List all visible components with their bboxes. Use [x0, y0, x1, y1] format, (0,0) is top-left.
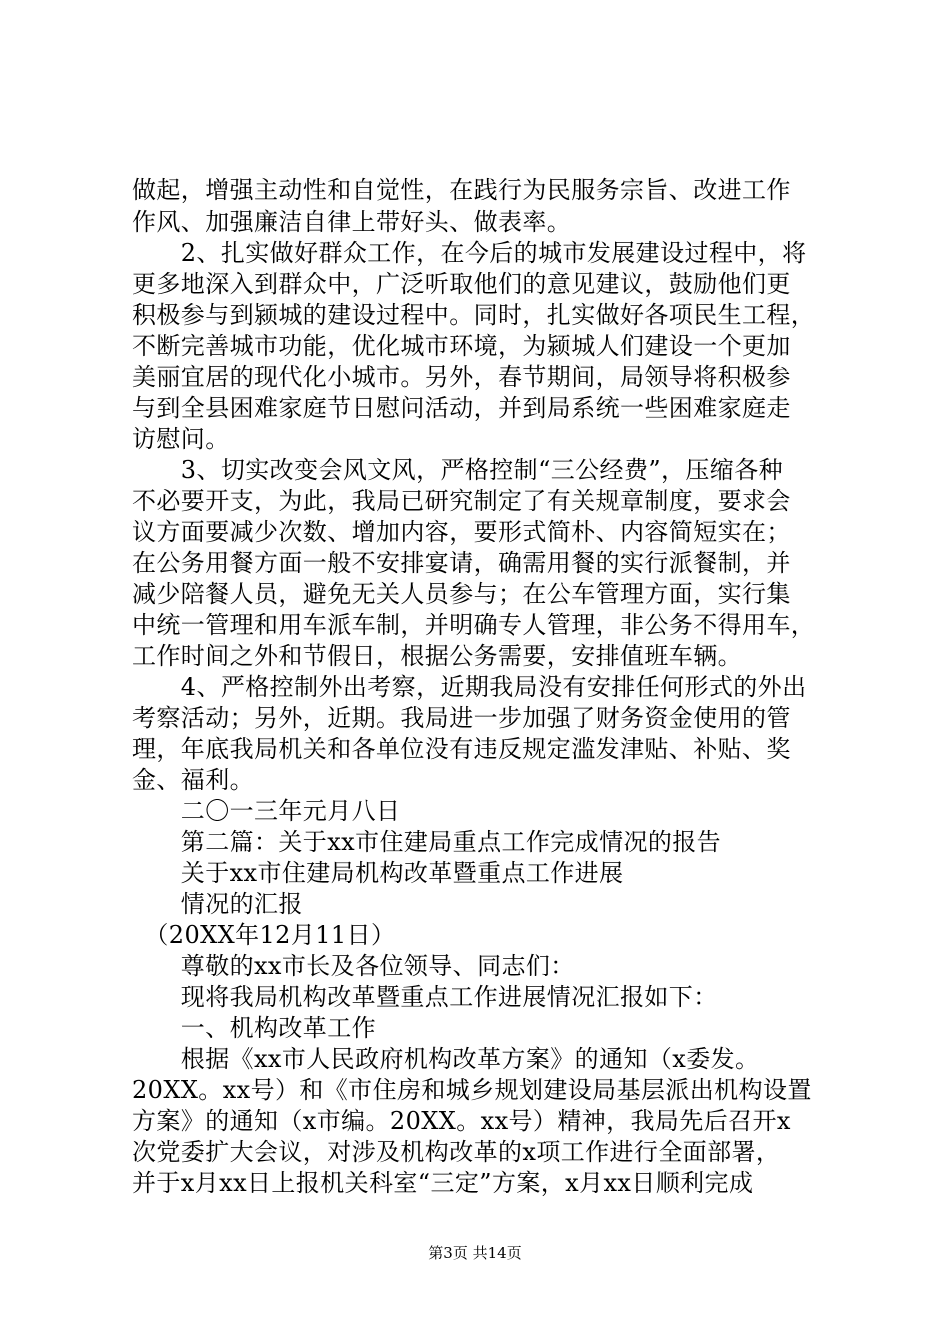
body-text-line: 根据《xx市人民政府机构改革方案》的通知（x委发。: [132, 1045, 760, 1073]
body-text-line: 议方面要减少次数、增加内容，要形式简朴、内容简短实在；: [132, 518, 791, 546]
salutation: 尊敬的xx市长及各位领导、同志们：: [132, 952, 575, 980]
date-line: 二〇一三年元月八日: [132, 797, 401, 825]
body-text-line: 金、福利。: [132, 766, 254, 794]
body-text-line: 不断完善城市功能，优化城市环境，为颍城人们建设一个更加: [132, 332, 791, 360]
body-text-line: 并于x月xx日上报机关科室“三定”方案，x月xx日顺利完成: [132, 1169, 754, 1197]
report-date: （20XX年12月11日）: [132, 921, 396, 949]
body-text-line: 减少陪餐人员，避免无关人员参与；在公车管理方面，实行集: [132, 580, 791, 608]
body-text-line: 方案》的通知（x市编。20XX。xx号）精神，我局先后召开x: [132, 1107, 791, 1135]
report-title-continued: 情况的汇报: [132, 890, 303, 918]
body-text-line: 3、切实改变会风文风，严格控制“三公经费”，压缩各种: [132, 456, 784, 484]
page-number-footer: 第3页 共14页: [428, 1244, 522, 1262]
subsection-heading: 一、机构改革工作: [132, 1014, 376, 1042]
body-text-line: 在公务用餐方面一般不安排宴请，确需用餐的实行派餐制，并: [132, 549, 791, 577]
body-text-line: 理，年底我局机关和各单位没有违反规定滥发津贴、补贴、奖: [132, 735, 791, 763]
body-text-line: 做起，增强主动性和自觉性，在践行为民服务宗旨、改进工作: [132, 176, 791, 204]
body-text-line: 工作时间之外和节假日，根据公务需要，安排值班车辆。: [132, 642, 742, 670]
section-heading: 第二篇：关于xx市住建局重点工作完成情况的报告: [132, 828, 722, 856]
body-text-line: 次党委扩大会议，对涉及机构改革的x项工作进行全面部署，: [132, 1138, 781, 1166]
body-text-line: 作风、加强廉洁自律上带好头、做表率。: [132, 208, 572, 236]
body-text-line: 积极参与到颍城的建设过程中。同时，扎实做好各项民生工程，: [132, 301, 816, 329]
body-text-line: 与到全县困难家庭节日慰问活动，并到局系统一些困难家庭走: [132, 394, 791, 422]
body-text-line: 4、严格控制外出考察，近期我局没有安排任何形式的外出: [132, 673, 807, 701]
report-title: 关于xx市住建局机构改革暨重点工作进展: [132, 859, 624, 887]
body-text-line: 考察活动；另外，近期。我局进一步加强了财务资金使用的管: [132, 704, 791, 732]
body-text-line: 2、扎实做好群众工作，在今后的城市发展建设过程中，将: [132, 239, 807, 267]
body-text-line: 不必要开支，为此，我局已研究制定了有关规章制度，要求会: [132, 487, 791, 515]
body-text-line: 访慰问。: [132, 425, 230, 453]
body-text-line: 中统一管理和用车派车制，并明确专人管理，非公务不得用车，: [132, 611, 816, 639]
body-text-line: 20XX。xx号）和《市住房和城乡规划建设局基层派出机构设置: [132, 1076, 812, 1104]
body-text-line: 美丽宜居的现代化小城市。另外，春节期间，局领导将积极参: [132, 363, 791, 391]
body-text-line: 更多地深入到群众中，广泛听取他们的意见建议，鼓励他们更: [132, 270, 791, 298]
body-text-line: 现将我局机构改革暨重点工作进展情况汇报如下：: [132, 983, 718, 1011]
